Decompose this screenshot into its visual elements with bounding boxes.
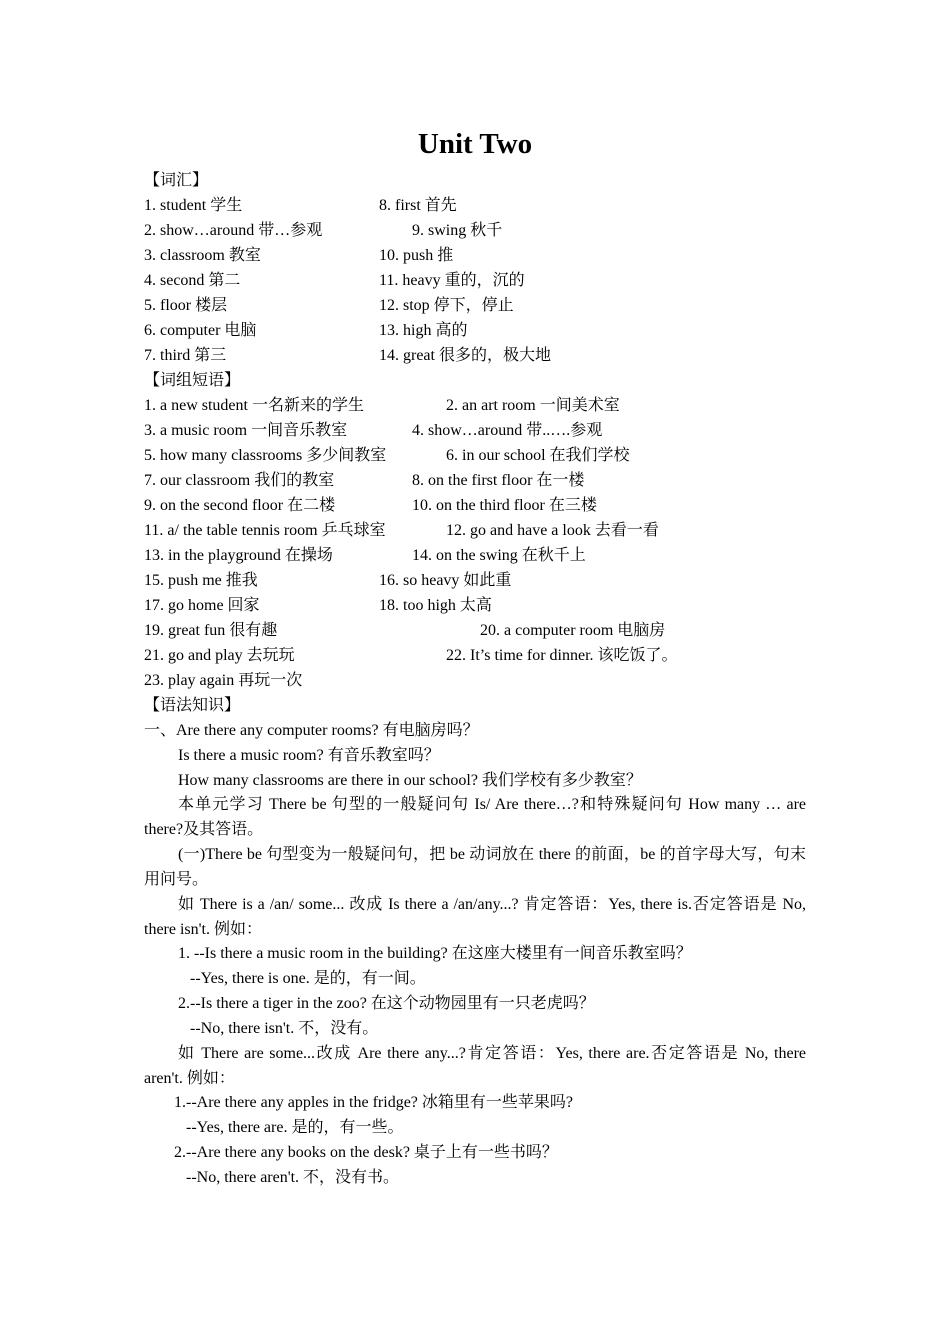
vocab-item: 2. show…around 带…参观: [144, 222, 323, 239]
phrase-item: 2. an art room 一间美术室: [446, 397, 620, 414]
vocab-item: 4. second 第二: [144, 272, 241, 289]
phrase-item: 5. how many classrooms 多少间教室: [144, 447, 387, 464]
phrase-item: 14. on the swing 在秋千上: [412, 547, 586, 564]
example-question: 1. --Is there a music room in the building? 在这座大楼里有一间音乐教室吗？: [178, 945, 692, 962]
phrase-item: 7. our classroom 我们的教室: [144, 472, 335, 489]
vocab-item: 1. student 学生: [144, 197, 243, 214]
grammar-intro: 本单元学习 There be 句型的一般疑问句 Is/ Are there…?和特殊疑问句 How many … are there?及其答语。: [144, 796, 806, 838]
phrase-item: 21. go and play 去玩玩: [144, 647, 295, 664]
grammar-rule: (一)There be 句型变为一般疑问句，把 be 动词放在 there 的前面，be 的首字母大写，句末用问号。: [144, 846, 806, 888]
vocab-item: 10. push 推: [379, 247, 454, 264]
example-question: 2.--Is there a tiger in the zoo? 在这个动物园里有一只老虎吗？: [178, 995, 595, 1012]
example-question: 1.--Are there any apples in the fridge? 冰箱里有一些苹果吗?: [174, 1094, 573, 1111]
phrase-item: 22. It’s time for dinner. 该吃饭了。: [446, 647, 678, 664]
example-answer: --No, there isn't. 不，没有。: [190, 1020, 379, 1037]
example-answer: --Yes, there is one. 是的，有一间。: [190, 970, 426, 987]
phrase-item: 1. a new student 一名新来的学生: [144, 397, 364, 414]
vocab-item: 9. swing 秋千: [412, 222, 503, 239]
vocab-item: 7. third 第三: [144, 347, 227, 364]
phrase-item: 16. so heavy 如此重: [379, 572, 512, 589]
vocab-item: 13. high 高的: [379, 322, 468, 339]
phrase-item: 9. on the second floor 在二楼: [144, 497, 336, 514]
phrase-item: 20. a computer room 电脑房: [480, 622, 666, 639]
example-answer: --No, there aren't. 不，没有书。: [186, 1169, 400, 1186]
phrase-item: 13. in the playground 在操场: [144, 547, 333, 564]
grammar-rule: 如 There is a /an/ some... 改成 Is there a /an/any...? 肯定答语：Yes, there is.否定答语是 No, there isn't. 例如：: [144, 896, 806, 938]
phrase-item: 4. show…around 带..….参观: [412, 422, 603, 439]
phrase-item: 19. great fun 很有趣: [144, 622, 278, 639]
phrase-item: 23. play again 再玩一次: [144, 672, 303, 689]
vocab-item: 14. great 很多的，极大地: [379, 347, 551, 364]
vocab-item: 5. floor 楼层: [144, 297, 228, 314]
vocab-item: 6. computer 电脑: [144, 322, 257, 339]
phrase-item: 12. go and have a look 去看一看: [446, 522, 659, 539]
phrase-item: 11. a/ the table tennis room 乒乓球室: [144, 522, 386, 539]
vocab-item: 12. stop 停下，停止: [379, 297, 514, 314]
vocab-heading: 【词汇】: [144, 172, 209, 189]
vocab-item: 8. first 首先: [379, 197, 457, 214]
phrase-item: 8. on the first floor 在一楼: [412, 472, 585, 489]
example-sentence: 一、Are there any computer rooms? 有电脑房吗？: [144, 722, 479, 739]
phrase-item: 10. on the third floor 在三楼: [412, 497, 597, 514]
example-sentence: Is there a music room? 有音乐教室吗？: [178, 747, 440, 764]
phrase-item: 15. push me 推我: [144, 572, 258, 589]
grammar-rule: 如 There are some...改成 Are there any...?肯定答语：Yes, there are.否定答语是 No, there aren't. 例如：: [144, 1045, 806, 1087]
vocab-item: 11. heavy 重的，沉的: [379, 272, 525, 289]
phrase-item: 17. go home 回家: [144, 597, 260, 614]
example-answer: --Yes, there are. 是的，有一些。: [186, 1119, 404, 1136]
phrase-item: 3. a music room 一间音乐教室: [144, 422, 348, 439]
grammar-heading: 【语法知识】: [144, 697, 241, 714]
phrases-heading: 【词组短语】: [144, 372, 241, 389]
example-question: 2.--Are there any books on the desk? 桌子上有一些书吗？: [174, 1144, 558, 1161]
vocab-item: 3. classroom 教室: [144, 247, 261, 264]
example-sentence: How many classrooms are there in our school? 我们学校有多少教室？: [178, 772, 642, 789]
phrase-item: 18. too high 太高: [379, 597, 492, 614]
phrase-item: 6. in our school 在我们学校: [446, 447, 630, 464]
page-title: Unit Two: [417, 128, 533, 160]
